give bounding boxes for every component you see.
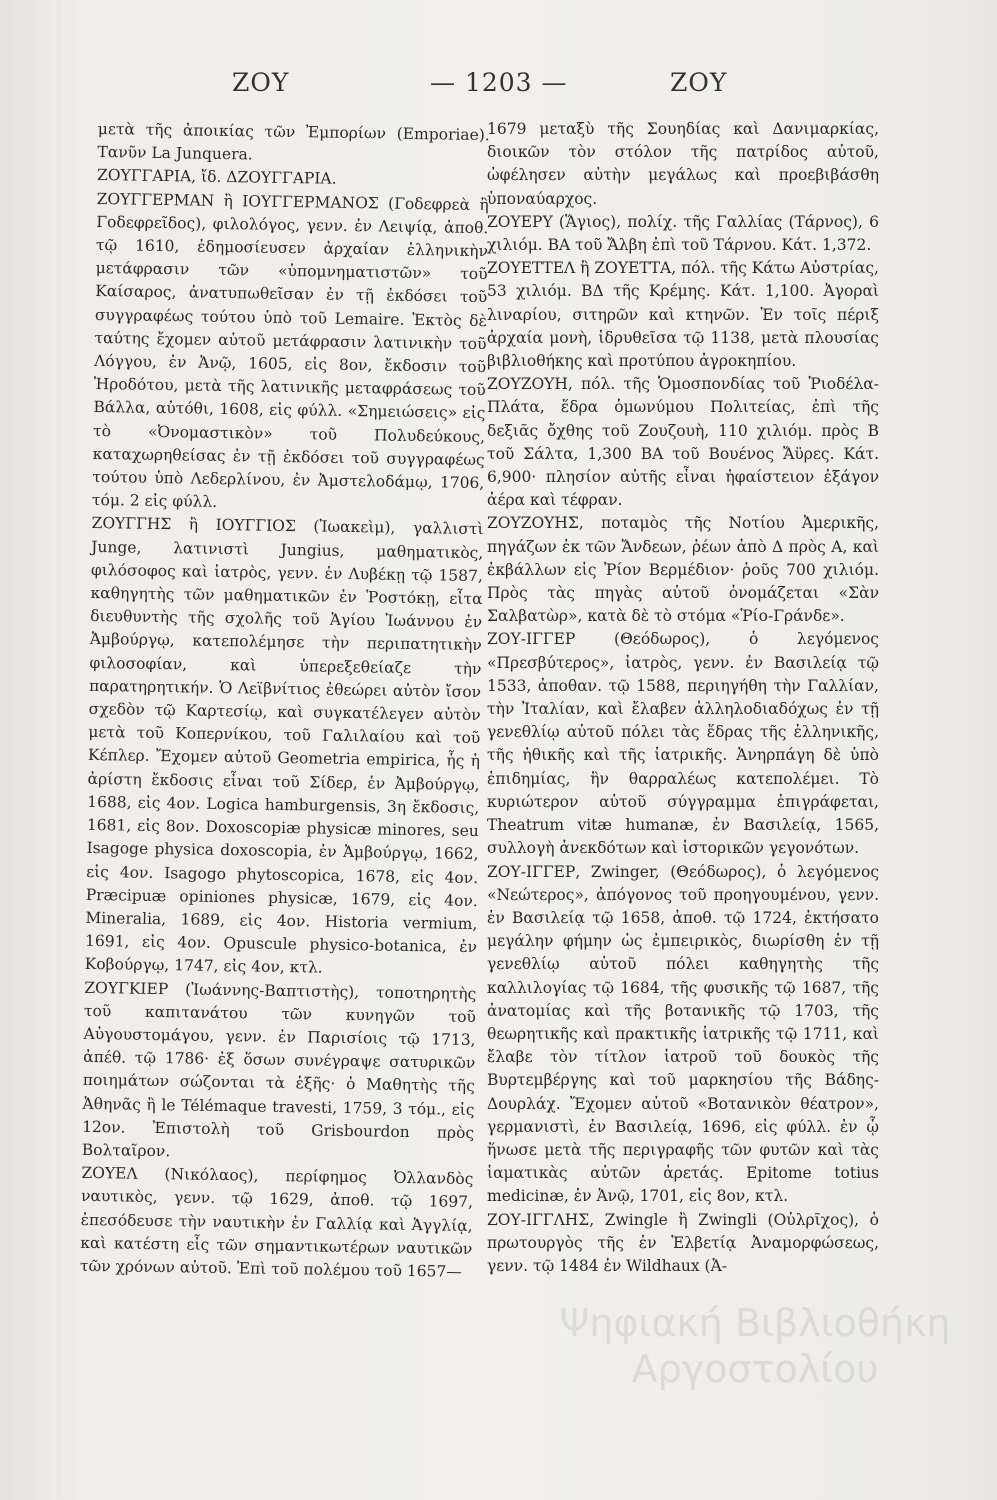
dictionary-entry: μετὰ τῆς ἀποικίας τῶν Ἐμπορίων (Emporiae). Τανῦν La Junquera. [97,119,490,164]
dictionary-entry: ΖΟΥ-ΙΓΓΕΡ (Θεόδωρος), ὁ λεγόμενος «Πρεσβύτερος», ἰατρὸς, γενν. ἐν Βασιλείᾳ τῷ 1533, ἀποθαν. τῷ 1588, περιηγήθη τὴν Γαλλίαν, τὴν Ἰταλίαν, καὶ ἔλαβεν ἀλληλοδιαδόχως ἐν τῇ γενεθλίῳ αὐτοῦ πόλει τὰς ἕδρας τῆς ἑλληνικῆς, τῆς ἠθικῆς καὶ τῆς ἰατρικῆς. Ἀνηρπάγη δὲ ὑπὸ ἐπιδημίας, ἣν θαρραλέως κατεπολέμει. Τὸ κυριώτερον αὐτοῦ σύγγραμμα ἐπιγράφεται, Theatrum vitæ humanæ, ἐν Βασιλείᾳ, 1565, συλλογὴ ἀνεκδότων καὶ ἱστορικῶν γεγονότων. [487,630,879,858]
dictionary-entry: ΖΟΥ-ΙΓΓΕΡ, Zwinger, (Θεόδωρος), ὁ λεγόμενος «Νεώτερος», ἀπόγονος τοῦ προηγουμένου, γενν. ἐν Βασιλείᾳ τῷ 1658, ἀποθ. τῷ 1724, ἐκτήσατο μεγάλην φήμην ὡς ἐμπειρικὸς, διωρίσθη ἐν τῇ γενεθλίῳ αὐτοῦ πόλει καθηγητὴς τῆς καλλιλογίας τῷ 1684, τῆς φυσικῆς τῷ 1687, τῆς ἀνατομίας καὶ τῆς βοτανικῆς τῷ 1703, τῆς θεωρητικῆς καὶ πρακτικῆς ἰατρικῆς τῷ 1711, καὶ ἔλαβε τὸν τίτλον ἰατροῦ τοῦ δουκὸς τῆς Βυρτεμβέργης καὶ τοῦ μαρκησίου τῆς Βάδης-Δουρλάχ. Ἔχομεν αὐτοῦ «Βοτανικὸν θέατρον», γερμανιστὶ, ἐν Βασιλείᾳ, 1696, εἰς φύλλ. ἐν ᾧ ἥνωσε μετὰ τῆς περιγραφῆς τῶν φυτῶν καὶ τὰς ἰαματικὰς αὐτῶν ἀρετάς. Epitome totius medicinæ, ἐν Ἀνῷ, 1701, εἰς 8ον, κτλ. [487,862,879,1206]
dictionary-entry: ΖΟΥΓΚΙΕΡ (Ἰωάννης-Βαπτιστὴς), τοποτηρητὴς τοῦ καπιτανάτου τῶν κυνηγῶν τοῦ Αὐγουστομάγου, γενν. ἐν Παρισίοις τῷ 1713, ἀπέθ. τῷ 1786· ἐξ ὅσων συνέγραψε σατυρικῶν ποιημάτων σώζονται τὰ ἑξῆς· ὁ Μαθητὴς τῆς Ἀθηνᾶς ἢ le Télémaque travesti, 1759, 3 τόμ., εἰς 12ον. Ἐπιστολὴ τοῦ Grisbourdon πρὸς Βολταῖρον. [81,978,477,1161]
dictionary-entry: ΖΟΥΖΟΥΗ, πόλ. τῆς Ὁμοσπονδίας τοῦ Ῥιοδέλα-Πλάτα, ἕδρα ὁμωνύμου Πολιτείας, ἐπὶ τῆς δεξιᾶς ὄχθης τοῦ Ζουζουὴ, 110 χιλιόμ. πρὸς Β τοῦ Σάλτα, 1,300 ΒΑ τοῦ Βουένος Ἄϋρες. Κάτ. 6,900· πλησίον αὐτῆς εἶναι ἡφαίστειον ἐξάγον ἀέρα καὶ τέφραν. [487,375,879,510]
library-watermark: Ψηφιακή Βιβλιοθήκη Αργοστολίου [559,1301,951,1391]
dictionary-entry: ΖΟΥΕΛ (Νικόλαος), περίφημος Ὀλλανδὸς ναυτικὸς, γενν. τῷ 1629, ἀποθ. τῷ 1697, ἐπεσόδευσε τὴν ναυτικὴν ἐν Γαλλίᾳ καὶ Ἀγγλίᾳ, καὶ κατέστη εἷς τῶν σημαντικωτέρων ναυτικῶν τῶν χρόνων αὐτοῦ. Ἐπὶ τοῦ πολέμου τοῦ 1657— [79,1164,474,1281]
running-header [0,68,997,108]
dictionary-entry: ΖΟΥΓΓΑΡΙΑ, ἴδ. ΔΖΟΥΓΓΑΡΙΑ. [96,166,337,189]
header-left-word: ΖΟΥ [232,68,290,97]
right-column [487,118,879,1278]
left-column [80,118,490,1284]
dictionary-entry: ΖΟΥΓΓΗΣ ἢ ΙΟΥΓΓΙΟΣ (Ἰωακεὶμ), γαλλιστὶ Junge, λατινιστὶ Jungius, μαθηματικὸς, φιλόσοφος καὶ ἰατρὸς, γενν. ἐν Λυβέκῃ τῷ 1587, καθηγητὴς τῶν μαθηματικῶν ἐν Ῥοστόκῃ, εἶτα διευθυντὴς τῆς σχολῆς τοῦ Ἁγίου Ἰωάννου ἐν Ἀμβούργῳ, κατεπολέμησε τὴν περιπατητικὴν φιλοσοφίαν, καὶ ὑπερεξεθείαζε τὴν παρατηρητικήν. Ὁ Λεϊβνίτιος ἐθεώρει αὐτὸν ἴσον σχεδὸν τῷ Καρτεσίῳ, καὶ συγκατέλεγεν αὐτὸν μετὰ τοῦ Κοπερνίκου, τοῦ Γαλιλαίου καὶ τοῦ Κέπλερ. Ἔχομεν αὐτοῦ Geometria empirica, ἧς ἡ ἀρίστη ἔκδοσις εἶναι τοῦ Σίδερ, ἐν Ἀμβούργῳ, 1688, εἰς 4ον. Logica hamburgensis, 3η ἔκδοσις, 1681, εἰς 8ον. Doxoscopiæ physicæ minores, seu Isagoge physica doxoscopia, ἐν Ἀμβούργῳ, 1662, εἰς 4ον. Isagogo phytoscopica, 1678, εἰς 4ον. Præcipuæ opiniones physicæ, 1679, εἰς 4ον. Mineralia, 1689, εἰς 4ον. Historia vermium, 1691, εἰς 4ον. Opuscule physico-botanica, ἐν Κοβούργῳ, 1747, εἰς 4ον, κτλ. [84,514,484,977]
dictionary-entry: ΖΟΥΖΟΥΗΣ, ποταμὸς τῆς Νοτίου Ἀμερικῆς, πηγάζων ἐκ τῶν Ἄνδεων, ῥέων ἀπὸ Δ πρὸς Α, καὶ ἐκβάλλων εἰς Ῥίον Βερμέδιον· ῥοῦς 700 χιλιόμ. Πρὸς τὰς πηγὰς αὐτοῦ ὀνομάζεται «Σὰν Σαλβατὼρ», κατὰ δὲ τὸ στόμα «Ῥίο-Γράνδε». [487,514,879,626]
page-number: — 1203 — [430,68,568,97]
dictionary-entry: ΖΟΥ-ΙΓΓΛΗΣ, Zwingle ἢ Zwingli (Οὐλρῖχος), ὁ πρωτουργὸς τῆς ἐν Ἑλβετίᾳ Ἀναμορφώσεως, γενν. τῷ 1484 ἐν Wildhaux (Ἀ- [487,1210,879,1275]
dictionary-entry: 1679 μεταξὺ τῆς Σουηδίας καὶ Δανιμαρκίας, διοικῶν τὸν στόλον τῆς πατρίδος αὐτοῦ, ὠφέλησεν αὐτὴν μεγάλως καὶ προεβιβάσθη ὑποναύαρχος. [487,120,879,208]
dictionary-entry: ΖΟΥΕΡΥ (Ἅγιος), πολίχ. τῆς Γαλλίας (Τάρνος), 6 χιλιόμ. ΒΑ τοῦ Ἄλβη ἐπὶ τοῦ Τάρνου. Κάτ. 1,372. [487,212,879,255]
dictionary-entry: ΖΟΥΓΓΕΡΜΑΝ ἢ ΙΟΥΓΓΕΡΜΑΝΟΣ (Γοδεφρεὰ ἢ Γοδεφρεῖδος), φιλολόγος, γενν. ἐν Λειψίᾳ, ἀποθ. τῷ 1610, ἐδημοσίευσεν ἀρχαίαν ἑλληνικὴν μετάφρασιν τῶν «ὑπομνηματιστῶν» τοῦ Καίσαρος, ἀνατυπωθεῖσαν ἐν τῇ ἐκδόσει τοῦ συγγραφέως τούτου ὑπὸ τοῦ Lemaire. Ἐκτὸς δὲ ταύτης ἔχομεν αὐτοῦ μετάφρασιν λατινικὴν τοῦ Λόγγου, ἐν Ἀνῷ, 1605, εἰς 8ον, ἔκδοσιν τοῦ Ἡροδότου, μετὰ τῆς λατινικῆς μεταφράσεως τοῦ Βάλλα, αὐτόθι, 1608, εἰς φύλλ. «Σημειώσεις» εἰς τὸ «Ὀνομαστικὸν» τοῦ Πολυδεύκους, καταχωρηθείσας ἐν τῇ ἐκδόσει τοῦ συγγραφέως τούτου ὑπὸ Λεδερλίνου, ἐν Ἀμστελοδάμῳ, 1706, τόμ. 2 εἰς φύλλ. [91,189,489,512]
dictionary-entry: ΖΟΥΕΤΤΕΛ ἢ ΖΟΥΕΤΤΑ, πόλ. τῆς Κάτω Αὐστρίας, 53 χιλιόμ. ΒΔ τῆς Κρέμης. Κάτ. 1,100. Ἀγοραὶ λιναρίου, σιτηρῶν καὶ κτηνῶν. Ἐν τοῖς πέριξ ἀρχαία μονὴ, ἱδρυθεῖσα τῷ 1138, μετὰ πλουσίας βιβλιοθήκης καὶ προτύπου ἀγροκηπίου. [487,259,879,371]
header-right-word: ΖΟΥ [670,68,728,97]
